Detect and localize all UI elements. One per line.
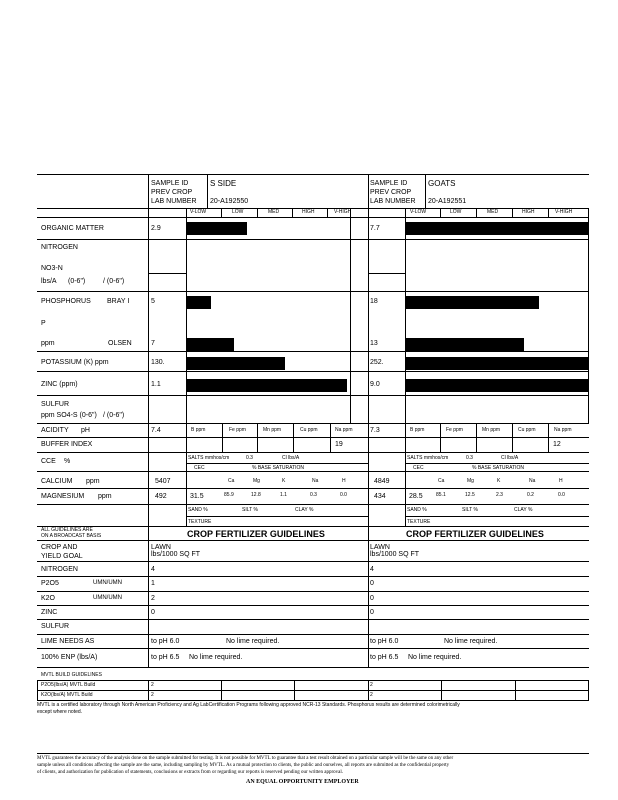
level-bar — [187, 357, 285, 370]
g-p2o5-value: 0 — [370, 580, 374, 587]
cec-value: 31.5 — [190, 493, 204, 500]
mvtl-p2o5-value: 2 — [151, 682, 154, 688]
scale-label: HIGH — [302, 209, 315, 215]
sample-id-value: S SIDE — [210, 179, 237, 188]
base-col: K — [282, 478, 286, 484]
calcium-unit: ppm — [86, 478, 100, 485]
base-col: H — [559, 478, 563, 484]
sample-id-label: SAMPLE ID — [151, 180, 189, 187]
cce-pct-label: % — [64, 458, 71, 465]
calcium-value: 5407 — [155, 478, 171, 485]
depth-label: / (0-6") — [103, 278, 125, 285]
umn-label: UMN/UMN — [93, 580, 122, 586]
base-col: Mg — [253, 478, 260, 484]
texture-sand: SAND % — [188, 507, 208, 513]
lab-number-value: 20-A192550 — [210, 198, 249, 205]
scale-label: MED — [487, 209, 499, 215]
magnesium-value: 434 — [374, 493, 386, 500]
crop-goal-unit: lbs/1000 SQ FT — [370, 551, 420, 558]
base-sat-label: % BASE SATURATION — [472, 465, 525, 471]
organic-matter-value: 2.9 — [151, 225, 161, 232]
lime-ph65-value: No lime required. — [408, 654, 462, 661]
nitrogen-label: NITROGEN — [41, 244, 78, 251]
na-value: 12 — [553, 441, 561, 448]
sample-id-value: GOATS — [428, 179, 456, 188]
guidelines-title: CROP FERTILIZER GUIDELINES — [406, 529, 544, 539]
lab-number-value: 20-A192551 — [428, 198, 467, 205]
ca-pct: 85.9 — [224, 492, 234, 498]
base-col: K — [497, 478, 501, 484]
h-pct: 0.0 — [558, 492, 565, 498]
cl-label: Cl lbs/A — [501, 455, 519, 461]
g-nitrogen-label: NITROGEN — [41, 566, 78, 573]
sulfur-ppm-label: ppm SO4-S (0-6") — [41, 412, 97, 419]
mvtl-k2o-value: 2 — [370, 692, 373, 698]
cec-label: CEC — [194, 465, 205, 471]
phosphorus-bray-value: 18 — [370, 298, 378, 305]
level-bar — [187, 222, 247, 235]
crop-goal: LAWN — [151, 544, 171, 551]
calcium-value: 4849 — [374, 478, 390, 485]
lime-ph65-value: No lime required. — [189, 654, 243, 661]
level-bar — [406, 222, 588, 235]
depth-label: (0-6") — [68, 278, 86, 285]
magnesium-label: MAGNESIUM — [41, 493, 85, 500]
cec-value: 28.5 — [409, 493, 423, 500]
organic-matter-label: ORGANIC MATTER — [41, 225, 104, 232]
potassium-label: POTASSIUM (K) ppm — [41, 359, 109, 366]
umn-label: UMN/UMN — [93, 595, 122, 601]
salts-value: 0.3 — [246, 455, 253, 461]
mg-pct: 12.5 — [465, 492, 475, 498]
base-sat-label: % BASE SATURATION — [252, 465, 305, 471]
bray-label: BRAY I — [107, 298, 130, 305]
no3n-label: NO3-N — [41, 265, 63, 272]
enp-label: 100% ENP (lbs/A) — [41, 654, 98, 661]
texture-clay: CLAY % — [514, 507, 533, 513]
footer-text: sample unless all conditions affecting the sample are the same, including sampling by MVTL. As a mutual protection to clients, the public and ourselves, all reports are submitted as the confidential property — [37, 763, 450, 768]
sulfur-depth-label: / (0-6") — [103, 412, 125, 419]
mvtl-p2o5-value: 2 — [370, 682, 373, 688]
cl-label: Cl lbs/A — [282, 455, 300, 461]
micro-label: Fe ppm — [446, 427, 463, 433]
acidity-label: ACIDITY — [41, 427, 69, 434]
organic-matter-value: 7.7 — [370, 225, 380, 232]
g-zinc-value: 0 — [151, 609, 155, 616]
equal-opportunity: AN EQUAL OPPORTUNITY EMPLOYER — [246, 779, 359, 785]
p-label: P — [41, 320, 46, 327]
mvtl-k2o-label: K2O(lbs/A) MVTL Build — [41, 692, 93, 698]
g-zinc-value: 0 — [370, 609, 374, 616]
salts-label: SALTS mmhos/cm — [188, 455, 230, 461]
g-zinc-label: ZINC — [41, 609, 58, 616]
micro-label: Cu ppm — [300, 427, 318, 433]
lab-number-label: LAB NUMBER — [151, 198, 197, 205]
lime-ph60-value: No lime required. — [226, 638, 280, 645]
potassium-value: 252. — [370, 359, 384, 366]
lime-ph60-label: to pH 6.0 — [151, 638, 180, 645]
mvtl-p2o5-label: P2O5(lbs/A) MVTL Build — [41, 682, 96, 688]
g-nitrogen-value: 4 — [370, 566, 374, 573]
k-pct: 1.1 — [280, 492, 287, 498]
base-col: Ca — [228, 478, 235, 484]
salts-value: 0.3 — [466, 455, 473, 461]
texture-clay: CLAY % — [295, 507, 314, 513]
k-pct: 2.3 — [496, 492, 503, 498]
na-value: 19 — [335, 441, 343, 448]
g-k2o-value: 2 — [151, 595, 155, 602]
g-k2o-label: K2O — [41, 595, 56, 602]
guidelines-title: CROP FERTILIZER GUIDELINES — [187, 529, 325, 539]
g-sulfur-label: SULFUR — [41, 623, 70, 630]
level-bar — [406, 357, 588, 370]
crop-goal: LAWN — [370, 544, 390, 551]
lime-ph65-label: to pH 6.5 — [370, 654, 399, 661]
texture-label: TEXTURE — [407, 519, 431, 525]
micro-label: Cu ppm — [518, 427, 536, 433]
ppm-label: ppm — [41, 340, 55, 347]
level-bar — [187, 296, 211, 309]
certification-text: except where noted. — [37, 709, 83, 715]
certification-text: MVTL is a certified laboratory through North American Proficiency and Ag LabCertification Programs following approved NCR-13 Standards. Phosphorus results are determined colorimetrically — [37, 702, 460, 708]
prev-crop-label: PREV CROP — [151, 189, 193, 196]
sample-id-label: SAMPLE ID — [370, 180, 408, 187]
prev-crop-label: PREV CROP — [370, 189, 412, 196]
zinc-value: 9.0 — [370, 381, 380, 388]
broadcast-note: ALL GUIDELINES ARE — [41, 527, 93, 533]
calcium-label: CALCIUM — [41, 478, 73, 485]
level-bar — [187, 379, 347, 392]
phosphorus-olsen-value: 7 — [151, 340, 155, 347]
mg-pct: 12.8 — [251, 492, 261, 498]
magnesium-unit: ppm — [98, 493, 112, 500]
level-bar — [406, 338, 524, 351]
lime-ph65-label: to pH 6.5 — [151, 654, 180, 661]
footer-text: of clients, and authorization for publication of statements, conclusions or extracts from or regarding our reports is reserved pending our written approval. — [37, 770, 344, 775]
zinc-value: 1.1 — [151, 381, 161, 388]
g-p2o5-label: P2O5 — [41, 580, 59, 587]
lab-number-label: LAB NUMBER — [370, 198, 416, 205]
zinc-label: ZINC (ppm) — [41, 381, 78, 388]
micro-label: Mn ppm — [263, 427, 282, 433]
crop-goal-unit: lbs/1000 SQ FT — [151, 551, 201, 558]
na-pct: 0.3 — [310, 492, 317, 498]
acidity-value: 7.3 — [370, 427, 380, 434]
olsen-label: OLSEN — [108, 340, 132, 347]
texture-silt: SILT % — [462, 507, 478, 513]
scale-label: HIGH — [522, 209, 535, 215]
g-p2o5-value: 1 — [151, 580, 155, 587]
level-bar — [406, 379, 588, 392]
phosphorus-olsen-value: 13 — [370, 340, 378, 347]
yield-goal-label: YIELD GOAL — [41, 553, 83, 560]
micro-label: Fe ppm — [229, 427, 246, 433]
phosphorus-label: PHOSPHORUS — [41, 298, 91, 305]
micro-label: Na ppm — [554, 427, 572, 433]
acidity-value: 7.4 — [151, 427, 161, 434]
phosphorus-bray-value: 5 — [151, 298, 155, 305]
scale-label: V-HIGH — [555, 209, 573, 215]
lime-ph60-label: to pH 6.0 — [370, 638, 399, 645]
scale-label: V-LOW — [190, 209, 207, 215]
footer-text: MVTL guarantees the accuracy of the analysis done on the sample submitted for testing. It is not possible for MVTL to guarantee that a test result obtained on a particular sample will be the same on any other — [37, 756, 454, 761]
base-col: Mg — [467, 478, 474, 484]
micro-label: Mn ppm — [482, 427, 501, 433]
footer-divider — [37, 753, 589, 754]
texture-label: TEXTURE — [188, 519, 212, 525]
scale-label: LOW — [232, 209, 244, 215]
micro-label: Na ppm — [335, 427, 353, 433]
mvtl-title: MVTL BUILD GUIDELINES — [41, 672, 102, 678]
lime-needs-label: LIME NEEDS AS — [41, 638, 95, 645]
h-pct: 0.0 — [340, 492, 347, 498]
cce-label: CCE — [41, 458, 56, 465]
lime-ph60-value: No lime required. — [444, 638, 498, 645]
buffer-index-label: BUFFER INDEX — [41, 441, 93, 448]
lbs-a-label: lbs/A — [41, 278, 57, 285]
ca-pct: 85.1 — [436, 492, 446, 498]
sulfur-label: SULFUR — [41, 401, 70, 408]
level-bar — [406, 296, 539, 309]
scale-label: LOW — [450, 209, 462, 215]
crop-and-label: CROP AND — [41, 544, 78, 551]
level-bar — [187, 338, 234, 351]
base-col: Na — [529, 478, 536, 484]
texture-silt: SILT % — [242, 507, 258, 513]
potassium-value: 130. — [151, 359, 165, 366]
salts-label: SALTS mmhos/cm — [407, 455, 449, 461]
g-k2o-value: 0 — [370, 595, 374, 602]
scale-label: V-HIGH — [334, 209, 352, 215]
ph-label: pH — [81, 427, 90, 434]
base-col: Na — [312, 478, 319, 484]
micro-label: B ppm — [410, 427, 425, 433]
broadcast-note: ON A BROADCAST BASIS — [41, 533, 102, 539]
micro-label: B ppm — [191, 427, 206, 433]
magnesium-value: 492 — [155, 493, 167, 500]
na-pct: 0.2 — [527, 492, 534, 498]
scale-label: MED — [268, 209, 280, 215]
cec-label: CEC — [413, 465, 424, 471]
base-col: Ca — [438, 478, 445, 484]
texture-sand: SAND % — [407, 507, 427, 513]
base-col: H — [342, 478, 346, 484]
scale-label: V-LOW — [410, 209, 427, 215]
g-nitrogen-value: 4 — [151, 566, 155, 573]
mvtl-k2o-value: 2 — [151, 692, 154, 698]
